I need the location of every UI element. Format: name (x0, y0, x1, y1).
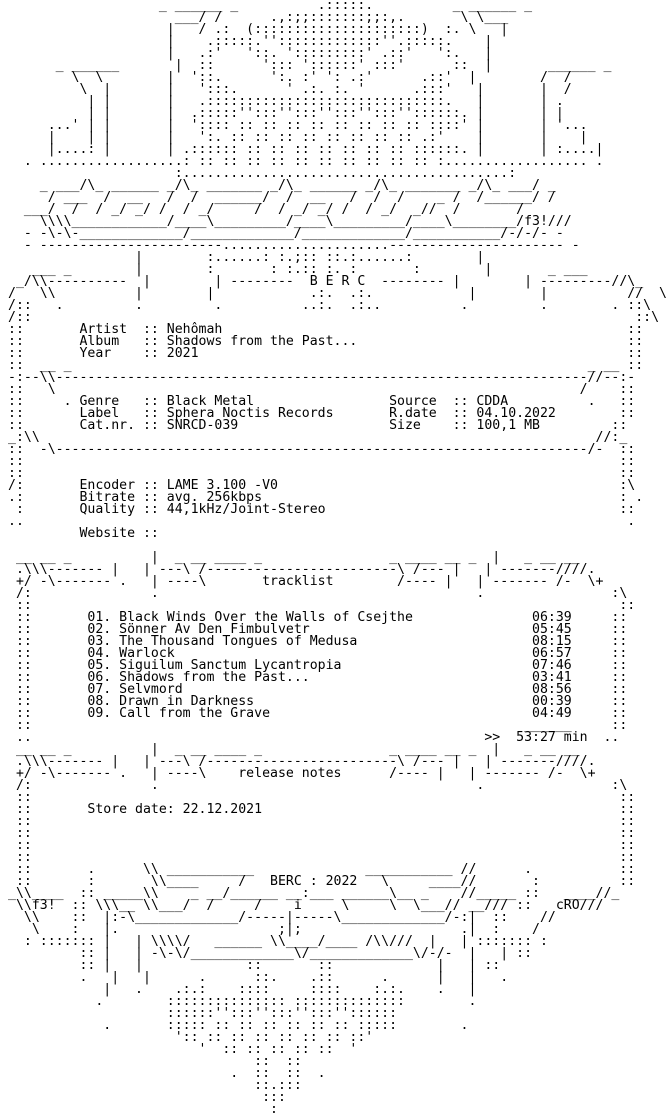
nfo-line: :: Label :: Sphera Noctis Records R.date :: 04.10.2022 :: (8, 406, 636, 421)
nfo-line: :: 02. Sönner Av Den Fimbulvetr 05:45 :: (8, 622, 628, 637)
nfo-line: +/ -\------- . | ----\ release notes /---- | | ------- /- \+ (8, 766, 596, 781)
nfo-line: |....: | | .:::::: :: :: :: :: :: :: :: ::::::. | | :....| (8, 142, 604, 157)
nfo-line: | | | | ':. :: :: :: :: :: :: :: :: .:' | | | (8, 130, 588, 145)
nfo-line: :: Store date: 22.12.2021 :: (8, 802, 636, 817)
nfo-line: . ..................: :: :: :: :: :: :: :: :: :: :: :.................. . (8, 154, 604, 169)
nfo-line: :: | | :: :: | | :: (8, 958, 501, 973)
nfo-line: :: 01. Black Winds Over the Walls of Csejthe 06:39 :: (8, 610, 628, 625)
nfo-line: :: :: (8, 790, 636, 805)
nfo-line: . | | . ::. .:: . | | . (8, 970, 509, 985)
nfo-line: __ __ _ | _ __ ____ _ _ ____ __ _ | _ __ __ (8, 550, 580, 565)
nfo-line: :.........................................: (8, 166, 517, 181)
nfo-line: /: Encoder :: LAME 3.100 -V0 :\ (8, 478, 636, 493)
nfo-line: :: 04. Warlock 06:57 :: (8, 646, 628, 661)
nfo-line: : ::::::: | | \\\\/ ______ \\____/____ /\\/// | | ::::::: : (8, 934, 548, 949)
nfo-line: :: ______ :: (8, 718, 628, 733)
nfo-line: \\ :: |:-\_____________/-----|-----\_____________/-:| :: // (8, 910, 556, 925)
nfo-line: /:: . . . ..:. .:.. . . . ::\ (8, 298, 652, 313)
nfo-line: - -----------------------.....................---------------------- - (8, 238, 580, 253)
nfo-line: _/\\---------- | | -------- B E R C -------- | | ---------//\_ (8, 274, 644, 289)
nfo-line: ...' | | | ':::: :: :: :: :: :: :: :: :: ::::' | | '... (8, 118, 588, 133)
nfo-line: :: __ _ _ __ :: (8, 358, 644, 373)
nfo-line: _:\\ //:_ (8, 430, 628, 445)
nfo-line: :: . Genre :: Black Metal Source :: CDDA . :: (8, 394, 636, 409)
nfo-line: ___ _ | : : :.:: :. : : | _ ___ (8, 262, 588, 277)
nfo-line: ___/ / .,:;;:::::::;;:,. \ \___ (8, 10, 509, 25)
nfo-line: :: 08. Drawn in Darkness 00:39 :: (8, 694, 628, 709)
nfo-line: :: 05. Siguilum Sanctum Lycantropia 07:46 :: (8, 658, 628, 673)
nfo-line: __ __ _ | _ __ ____ _ _ ____ __ _ | _ __ __ (8, 742, 580, 757)
nfo-line: :: :: (8, 466, 636, 481)
nfo-line: Website :: (8, 526, 159, 541)
nfo-line: :: :: (8, 1054, 302, 1069)
nfo-line: / ___ / __ / / ______/ / __ / / / _ / /______/ / (8, 190, 556, 205)
nfo-line: :: :: (8, 598, 636, 613)
nfo-line: _ ______ _ .:::::. _ ______ _ (8, 0, 533, 13)
nfo-line: :: :: (8, 814, 636, 829)
nfo-line: _ ___/\_ ______ _/\_ _______ _/\_ ______ _/\_ _______ _/\_ ___/ _ (8, 178, 556, 193)
nfo-line: | | | .::::::::::::::::::::::::::::::. | | . (8, 94, 564, 109)
nfo-line: ___/ / / _/ _/ / / _/ / / _/ _/ / / _/ _// / / (8, 202, 525, 217)
nfo-line: .. . (8, 514, 636, 529)
nfo-line: .\\\------- | | ---\ /------------------------\ /--- | | -------////. (8, 562, 596, 577)
nfo-line: | . .:.: :::: :::: :.:. . | (8, 982, 477, 997)
nfo-line: \ : |. ;|; .| : / (8, 922, 540, 937)
nfo-line: : (8, 1102, 278, 1117)
nfo-line: ::::::'':::'':::'':::'':::::: (8, 1006, 398, 1021)
nfo-line: :: \ / :: (8, 382, 636, 397)
nfo-line: :: 09. Call from the Grave 04:49 :: (8, 706, 628, 721)
nfo-line: :: :: (8, 826, 636, 841)
nfo-line: :: 06. Shadows from the Past... 03:41 :: (8, 670, 628, 685)
nfo-line: | .:' '::. ':::::::::' .::' ':. | (8, 46, 493, 61)
nfo-line: | :......: :.;:: ::.:......: | (8, 250, 485, 265)
nfo-line: :: Cat.nr. :: SNRCD-039 Size :: 100,1 MB :: (8, 418, 628, 433)
nfo-line: _\\____ :: _____\\ _ __/______ __:___ ______\__ _ //_____ :: ____//_ (8, 886, 620, 901)
nfo-line: /: . . :\ (8, 586, 628, 601)
nfo-line: /:: ::\ (8, 310, 660, 325)
nfo-line: :: Year :: 2021 :: (8, 346, 644, 361)
nfo-line: \ \ | '::. ':. :' ': .:' .::' | / / (8, 70, 572, 85)
nfo-line: :: 07. Selvmord 08:56 :: (8, 682, 628, 697)
nfo-line: \ | | ':::. ' .:. :. ' .:::' | | / (8, 82, 572, 97)
nfo-line: ::: (8, 1090, 286, 1105)
nfo-line: \\f3! :: \\\__ \\___/ / / i \ \ \___// __/// :: cRO/// (8, 898, 604, 913)
nfo-line: . ::::: :: :: :: :: :: :: ::::: . (8, 1018, 469, 1033)
nfo-line: | | | .:::::'':::'':::'':::'':::''::::::. | | | (8, 106, 564, 121)
nfo-line: .\\\------- | | ---\ /------------------------\ /--- | | -------////. (8, 754, 596, 769)
nfo-line: :: Album :: Shadows from the Past... :: (8, 334, 644, 349)
nfo-line: :: :: (8, 454, 636, 469)
nfo-line: | / .: (:::::::::::::::::::::) :. \ | (8, 22, 509, 37)
nfo-line: | .:::::.'':::::::::::::''.:::::. | (8, 34, 493, 49)
nfo-line: :: -\-------------------------------------------------------------------/- :: (8, 442, 636, 457)
nfo-line: : Quality :: 44,1kHz/Joint-Stereo :: (8, 502, 636, 517)
nfo-line: / \\ | | .:. .:. | | // \ (8, 286, 667, 301)
nfo-line: :: 03. The Thousand Tongues of Medusa 08:15 :: (8, 634, 628, 649)
nfo-line: - -\-\-_____________/_____________/_____________/___________/-/-/- - (8, 226, 564, 241)
nfo-line: \\\\____________/____\_________/____\_________/____\________/f3!/// (8, 214, 572, 229)
nfo-line: _ ______ | :: '::: '::::::' :::' :: | ______ _ (8, 58, 612, 73)
nfo-line: . :: :: . (8, 1066, 326, 1081)
nfo-line: ::.::: (8, 1078, 302, 1093)
nfo-line: /: . . :\ (8, 778, 628, 793)
nfo-line: -:--\\-------------------------------------------------------------------//--:- (8, 370, 636, 385)
nfo-line: :: :: (8, 850, 636, 865)
nfo-line: .. >> 53:27 min .. (8, 730, 620, 745)
nfo-line: ' :: :: :: :: :: ' (8, 1042, 358, 1057)
nfo-line: +/ -\------- . | ----\ tracklist /---- | | ------- /- \+ (8, 574, 604, 589)
nfo-line: ':: :: :: :: :: :: :: ::' (8, 1030, 374, 1045)
nfo-line: :: Artist :: Nehômah :: (8, 322, 644, 337)
nfo-line: :: . \\ ___________ ___________ // . :: (8, 862, 636, 877)
nfo-line: :: : \\____ / BERC : 2022 \ ____// : :: (8, 874, 636, 889)
nfo-line: :: | | -\-\/_____________\/_____________\/-/- | | :: (8, 946, 533, 961)
nfo-line: :: :: (8, 838, 636, 853)
nfo-line: . ::::::::::::::: :::::::::::::: . (8, 994, 477, 1009)
nfo-line: .: Bitrate :: avg. 256kbps : . (8, 490, 644, 505)
